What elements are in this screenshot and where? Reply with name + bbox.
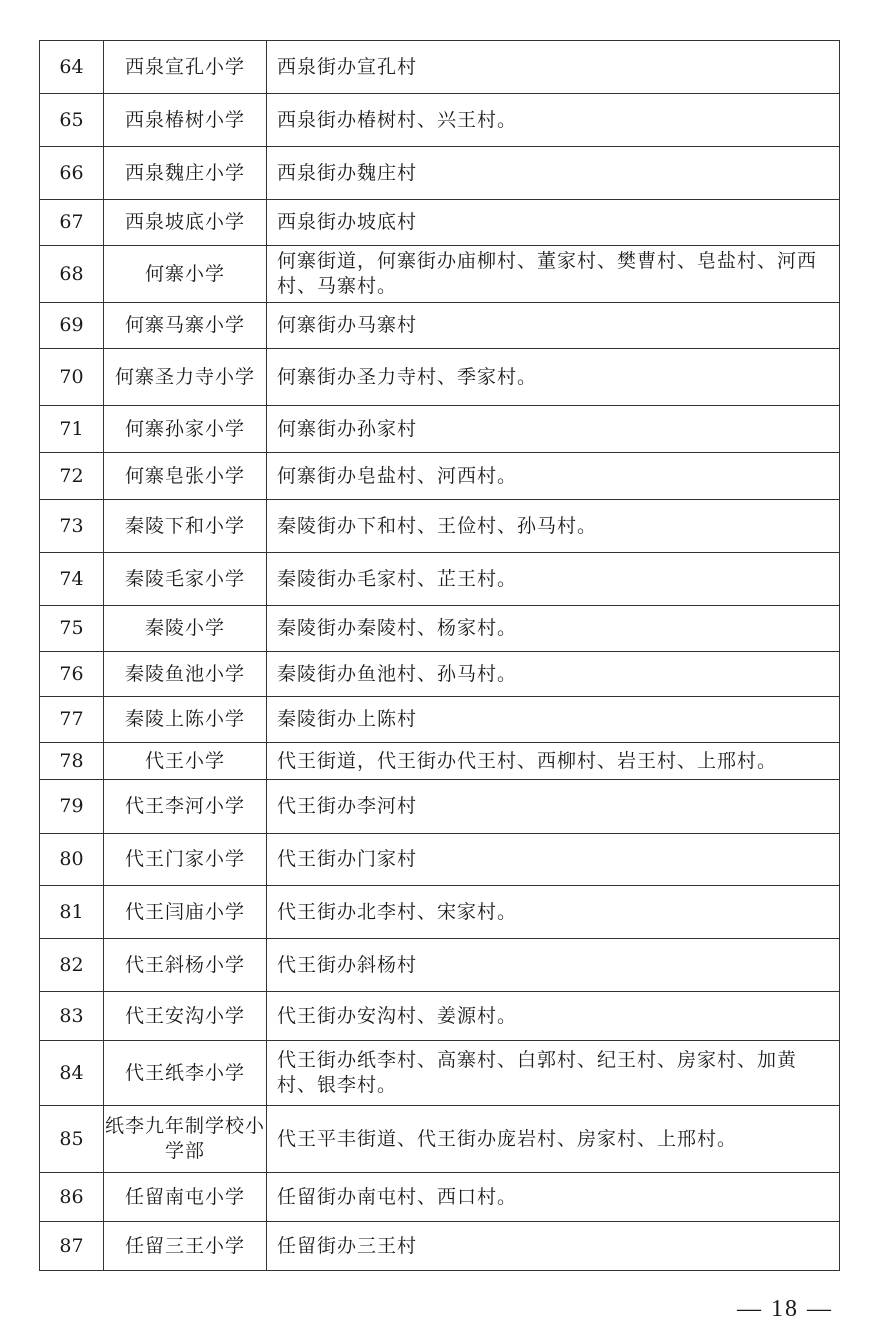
school-name: 何寨圣力寺小学	[104, 349, 267, 406]
school-name: 西泉魏庄小学	[104, 147, 267, 200]
row-number: 75	[40, 606, 104, 652]
school-name: 西泉坡底小学	[104, 200, 267, 246]
service-area: 秦陵街办鱼池村、孙马村。	[267, 652, 840, 697]
row-number: 79	[40, 780, 104, 834]
table-row	[40, 1222, 840, 1271]
school-name: 秦陵鱼池小学	[104, 652, 267, 697]
service-area: 任留街办三王村	[267, 1222, 840, 1271]
school-name: 代王斜杨小学	[104, 939, 267, 992]
school-name: 代王安沟小学	[104, 992, 267, 1041]
service-area: 何寨街办马寨村	[267, 303, 840, 349]
table-row	[40, 697, 840, 743]
service-area: 何寨街办皂盐村、河西村。	[267, 453, 840, 500]
school-name: 代王纸李小学	[104, 1041, 267, 1106]
school-name: 何寨小学	[104, 246, 267, 303]
school-name: 秦陵上陈小学	[104, 697, 267, 743]
school-name: 纸李九年制学校小学部	[104, 1106, 267, 1173]
table-row	[40, 992, 840, 1041]
school-name: 任留南屯小学	[104, 1173, 267, 1222]
school-name: 代王小学	[104, 743, 267, 780]
school-name: 秦陵下和小学	[104, 500, 267, 553]
row-number: 67	[40, 200, 104, 246]
service-area: 秦陵街办上陈村	[267, 697, 840, 743]
service-area: 西泉街办椿树村、兴王村。	[267, 94, 840, 147]
school-name: 西泉椿树小学	[104, 94, 267, 147]
school-name: 任留三王小学	[104, 1222, 267, 1271]
row-number: 78	[40, 743, 104, 780]
service-area: 西泉街办宣孔村	[267, 41, 840, 94]
row-number: 77	[40, 697, 104, 743]
table-row	[40, 1106, 840, 1173]
school-name: 代王门家小学	[104, 834, 267, 886]
row-number: 66	[40, 147, 104, 200]
table-row	[40, 652, 840, 697]
row-number: 80	[40, 834, 104, 886]
row-number: 83	[40, 992, 104, 1041]
service-area: 秦陵街办毛家村、芷王村。	[267, 553, 840, 606]
row-number: 76	[40, 652, 104, 697]
row-number: 73	[40, 500, 104, 553]
row-number: 87	[40, 1222, 104, 1271]
service-area: 何寨街道，何寨街办庙柳村、董家村、樊曹村、皂盐村、河西村、马寨村。	[267, 246, 840, 303]
table-row	[40, 780, 840, 834]
table-row	[40, 834, 840, 886]
table-row	[40, 939, 840, 992]
row-number: 86	[40, 1173, 104, 1222]
table-row	[40, 349, 840, 406]
school-district-table	[39, 40, 840, 1271]
service-area: 何寨街办孙家村	[267, 406, 840, 453]
row-number: 70	[40, 349, 104, 406]
service-area: 代王街办北李村、宋家村。	[267, 886, 840, 939]
table-row	[40, 41, 840, 94]
row-number: 85	[40, 1106, 104, 1173]
table-row	[40, 303, 840, 349]
page-number: — 18 —	[737, 1296, 833, 1322]
service-area: 代王平丰街道、代王街办庞岩村、房家村、上邢村。	[267, 1106, 840, 1173]
school-name: 秦陵小学	[104, 606, 267, 652]
school-name: 西泉宣孔小学	[104, 41, 267, 94]
row-number: 82	[40, 939, 104, 992]
service-area: 代王街办李河村	[267, 780, 840, 834]
school-name: 何寨马寨小学	[104, 303, 267, 349]
table-row	[40, 500, 840, 553]
service-area: 代王街办安沟村、姜源村。	[267, 992, 840, 1041]
table-row	[40, 94, 840, 147]
table-row	[40, 147, 840, 200]
service-area: 代王街办门家村	[267, 834, 840, 886]
service-area: 代王街道，代王街办代王村、西柳村、岩王村、上邢村。	[267, 743, 840, 780]
table-row	[40, 200, 840, 246]
table-row	[40, 1041, 840, 1106]
row-number: 68	[40, 246, 104, 303]
school-name: 何寨皂张小学	[104, 453, 267, 500]
school-name: 代王李河小学	[104, 780, 267, 834]
table-row	[40, 743, 840, 780]
row-number: 65	[40, 94, 104, 147]
table-row	[40, 406, 840, 453]
table-row	[40, 886, 840, 939]
table-row	[40, 553, 840, 606]
service-area: 西泉街办魏庄村	[267, 147, 840, 200]
service-area: 代王街办斜杨村	[267, 939, 840, 992]
row-number: 64	[40, 41, 104, 94]
table-row	[40, 1173, 840, 1222]
row-number: 81	[40, 886, 104, 939]
school-name: 代王闫庙小学	[104, 886, 267, 939]
row-number: 74	[40, 553, 104, 606]
row-number: 84	[40, 1041, 104, 1106]
service-area: 何寨街办圣力寺村、季家村。	[267, 349, 840, 406]
row-number: 72	[40, 453, 104, 500]
table-row	[40, 246, 840, 303]
row-number: 71	[40, 406, 104, 453]
school-name: 何寨孙家小学	[104, 406, 267, 453]
service-area: 秦陵街办秦陵村、杨家村。	[267, 606, 840, 652]
service-area: 秦陵街办下和村、王俭村、孙马村。	[267, 500, 840, 553]
service-area: 西泉街办坡底村	[267, 200, 840, 246]
table-row	[40, 606, 840, 652]
row-number: 69	[40, 303, 104, 349]
service-area: 任留街办南屯村、西口村。	[267, 1173, 840, 1222]
table-row	[40, 453, 840, 500]
service-area: 代王街办纸李村、高寨村、白郭村、纪王村、房家村、加黄村、银李村。	[267, 1041, 840, 1106]
school-name: 秦陵毛家小学	[104, 553, 267, 606]
